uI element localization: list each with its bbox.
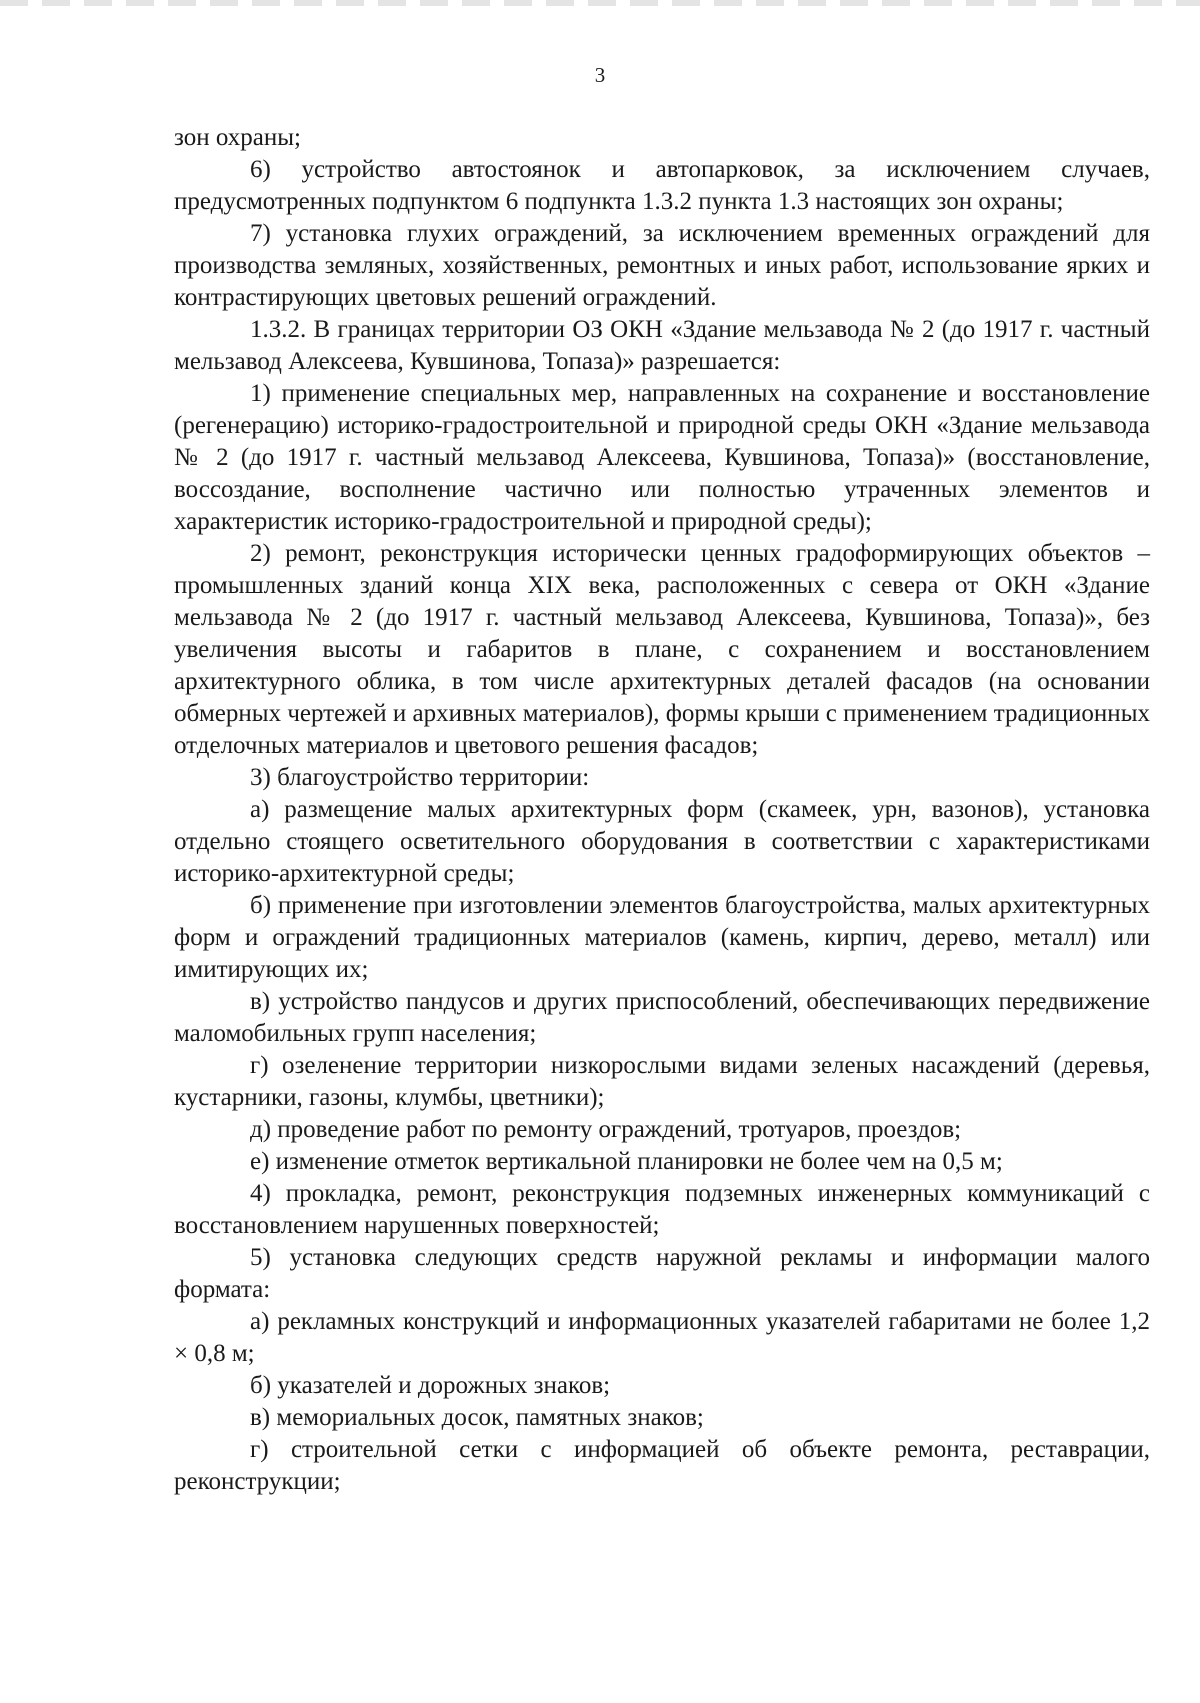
paragraph-item-5-b: б) указателей и дорожных знаков; bbox=[250, 1372, 611, 1399]
paragraph-subitem-d: д) проведение работ по ремонту ограждений, тротуаров, проездов; bbox=[250, 1116, 962, 1143]
paragraph-subitem-a: а) размещение малых архитектурных форм (скамеек, урн, вазонов), установка отдельно стоящего осветительного оборудования в соответствии с характеристиками историко-архитектурной среды; bbox=[174, 796, 1150, 887]
document-body bbox=[174, 122, 1150, 1498]
paragraph-subitem-v: в) устройство пандусов и других приспособлений, обеспечивающих передвижение маломобильных групп населения; bbox=[174, 988, 1150, 1047]
paragraph-item-4: 4) прокладка, ремонт, реконструкция подземных инженерных коммуникаций с восстановлением нарушенных поверхностей; bbox=[174, 1180, 1150, 1239]
scan-edge-artifact bbox=[0, 0, 1200, 6]
paragraph-subitem-g: г) озеленение территории низкорослыми видами зеленых насаждений (деревья, кустарники, газоны, клумбы, цветники); bbox=[174, 1052, 1150, 1111]
paragraph-item-5-g: г) строительной сетки с информацией об объекте ремонта, реставрации, реконструкции; bbox=[174, 1436, 1150, 1495]
paragraph-item-5-v: в) мемориальных досок, памятных знаков; bbox=[250, 1404, 704, 1431]
paragraph-subitem-e: е) изменение отметок вертикальной планировки не более чем на 0,5 м; bbox=[250, 1148, 1003, 1175]
paragraph-item-7: 7) установка глухих ограждений, за исключением временных ограждений для производства земляных, хозяйственных, ремонтных и иных работ, использование ярких и контрастирующих цветовых решений ограждений. bbox=[174, 220, 1150, 311]
paragraph-continuation: зон охраны; bbox=[174, 124, 301, 151]
paragraph-item-1: 1) применение специальных мер, направленных на сохранение и восстановление (регенерацию) историко-градостроительной и природной среды ОКН «Здание мельзавода № 2 (до 1917 г. частный мельзавод Алексеева, Кувшинова, Топаза)» (восстановление, воссоздание, восполнение частично или полностью утраченных элементов и характеристик историко-градостроительной и природной среды); bbox=[174, 380, 1150, 535]
paragraph-item-2: 2) ремонт, реконструкция исторически ценных градоформирующих объектов – промышленных зданий конца XIX века, расположенных с севера от ОКН «Здание мельзавода № 2 (до 1917 г. частный мельзавод Алексеева, Кувшинова, Топаза)», без увеличения высоты и габаритов в плане, с сохранением и восстановлением архитектурного облика, в том числе архитектурных деталей фасадов (на основании обмерных чертежей и архивных материалов), формы крыши с применением традиционных отделочных материалов и цветового решения фасадов; bbox=[174, 540, 1150, 759]
paragraph-item-3: 3) благоустройство территории: bbox=[250, 764, 590, 791]
paragraph-item-5-a: а) рекламных конструкций и информационных указателей габаритами не более 1,2 × 0,8 м; bbox=[174, 1308, 1150, 1367]
paragraph-item-5: 5) установка следующих средств наружной рекламы и информации малого формата: bbox=[174, 1244, 1150, 1303]
paragraph-section-1-3-2: 1.3.2. В границах территории ОЗ ОКН «Здание мельзавода № 2 (до 1917 г. частный мельзавод Алексеева, Кувшинова, Топаза)» разрешается: bbox=[174, 316, 1150, 375]
page-number: 3 bbox=[594, 63, 606, 87]
paragraph-subitem-b: б) применение при изготовлении элементов благоустройства, малых архитектурных форм и ограждений традиционных материалов (камень, кирпич, дерево, металл) или имитирующих их; bbox=[174, 892, 1150, 983]
paragraph-item-6: 6) устройство автостоянок и автопарковок, за исключением случаев, предусмотренных подпунктом 6 подпункта 1.3.2 пункта 1.3 настоящих зон охраны; bbox=[174, 156, 1150, 215]
